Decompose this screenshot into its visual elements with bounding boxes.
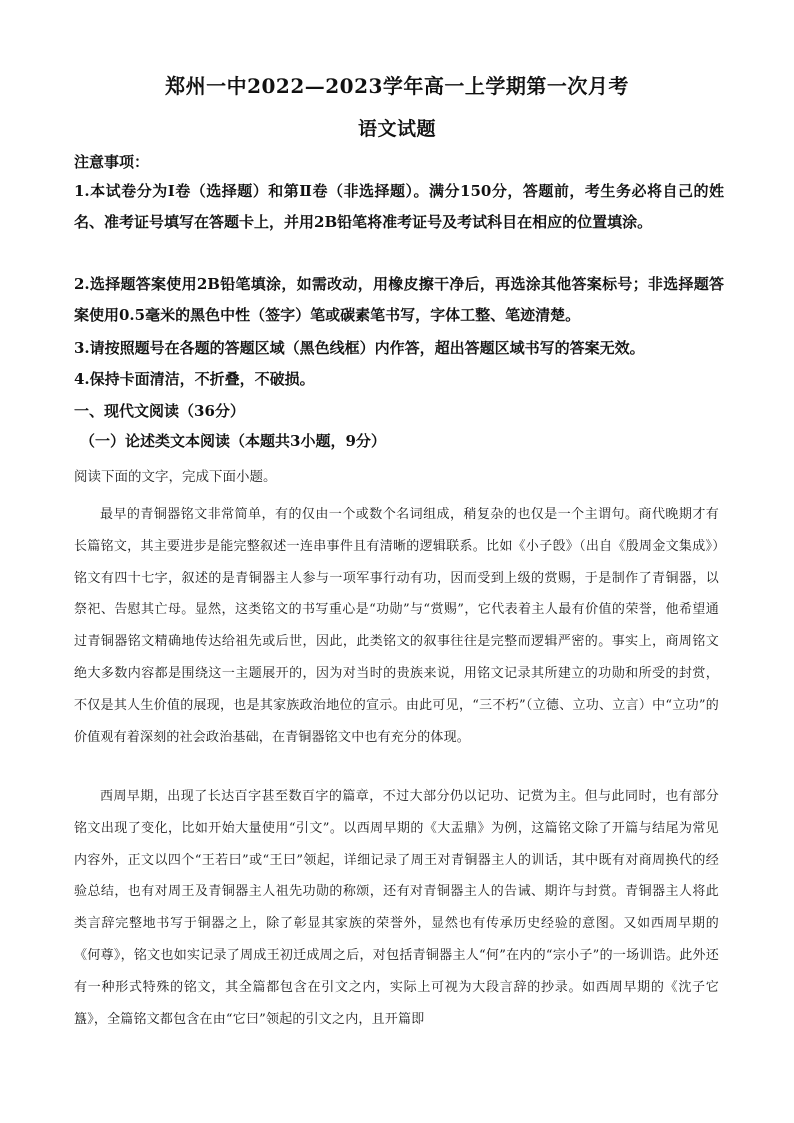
notice-heading: 注意事项： [74, 153, 150, 171]
notice-item-2: 2.选择题答案使用2B铅笔填涂，如需改动，用橡皮擦干净后，再选涂其他答案标号；非选择题答案使用0.5毫米的黑色中性（签字）笔或碳素笔书写，字体工整、笔迹清楚。 [74, 275, 724, 324]
subsection-heading: （一）论述类文本阅读（本题共3小题，9分） [80, 432, 386, 450]
passage-paragraph-1: 最早的青铜器铭文非常简单，有的仅由一个或数个名词组成，稍复杂的也仅是一个主谓句。商代晚期才有长篇铭文，其主要进步是能完整叙述一连串事件且有清晰的逻辑联系。比如《小子𣪘》（出自《殷周金文集成》）铭文有四十七字，叙述的是青铜器主人参与一项军事行动有功，因而受到上级的赏赐，于是制作了青铜器，以祭祀、告慰其亡母。显然，这类铭文的书写重心是“功勋”与“赏赐”，它代表着主人最有价值的荣誉，他希望通过青铜器铭文精确地传达给祖先或后世，因此，此类铭文的叙事往往是完整而逻辑严密的。事实上，商周铭文绝大多数内容都是围绕这一主题展开的，因为对当时的贵族来说，用铭文记录其所建立的功勋和所受的封赏，不仅是其人生价值的展现，也是其家族政治地位的宣示。由此可见，“三不朽”（立德、立功、立言）中“立功”的价值观有着深刻的社会政治基础，在青铜器铭文中也有充分的体现。 [74, 507, 719, 745]
notice-item-4: 4.保持卡面清洁，不折叠，不破损。 [74, 370, 315, 388]
document-title: 郑州一中2022—2023学年高一上学期第一次月考 [165, 74, 629, 98]
section-heading: 一、现代文阅读（36分） [74, 402, 245, 420]
notice-item-1: 1.本试卷分为Ⅰ卷（选择题）和第Ⅱ卷（非选择题）。满分150分，答题前，考生务必将自己的姓名、准考证号填写在答题卡上，并用2B铅笔将准考证号及考试科目在相应的位置填涂。 [74, 182, 724, 231]
reading-instruction: 阅读下面的文字，完成下面小题。 [74, 469, 277, 485]
notice-item-3: 3.请按照题号在各题的答题区域（黑色线框）内作答，超出答题区域书写的答案无效。 [74, 339, 645, 357]
document-subtitle: 语文试题 [357, 118, 436, 140]
passage-paragraph-2: 西周早期，出现了长达百字甚至数百字的篇章，不过大部分仍以记功、记赏为主。但与此同时，也有部分铭文出现了变化，比如开始大量使用“引文”。以西周早期的《大盂鼎》为例，这篇铭文除了开篇与结尾为常见内容外，正文以四个“王若曰”或“王曰”领起，详细记录了周王对青铜器主人的训话，其中既有对商周换代的经验总结，也有对周王及青铜器主人祖先功勋的称颂，还有对青铜器主人的告诫、期许与封赏。青铜器主人将此类言辞完整地书写于铜器之上，除了彰显其家族的荣誉外，显然也有传承历史经验的意图。又如西周早期的《何尊》，铭文也如实记录了周成王初迁成周之后，对包括青铜器主人“何”在内的“宗小子”的一场训诰。此外还有一种形式特殊的铭文，其全篇都包含在引文之内，实际上可视为大段言辞的抄录。如西周早期的《沈子它簋》，全篇铭文都包含在由“它曰”领起的引文之内，且开篇即 [74, 789, 719, 1027]
